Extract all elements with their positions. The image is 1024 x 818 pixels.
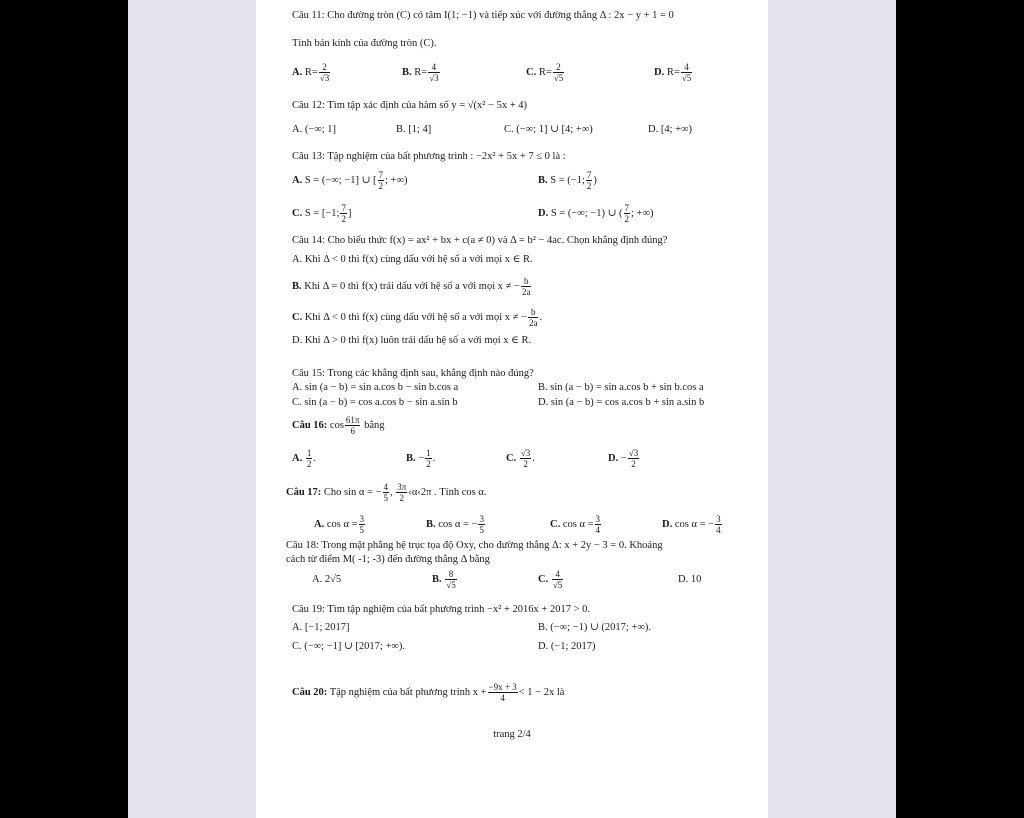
question-17-option-d: D. cos α = − $\frac{3}{4}$ [662, 514, 721, 535]
question-17-option-a: A. cos α = $\frac{3}{5}$ [314, 514, 365, 535]
question-15-option-b: B. sin (a − b) = sin a.cos b + sin b.cos a [538, 382, 704, 393]
page-number: trang 2/4 [493, 729, 531, 740]
question-15-option-c: C. sin (a − b) = cos a.cos b − sin a.sin b [292, 397, 458, 408]
document-page[interactable] [256, 0, 768, 818]
question-17-option-b: B. cos α = − $\frac{3}{5}$ [426, 514, 484, 535]
question-11-subtext: Tính bán kính của đường tròn (C). [292, 38, 437, 49]
question-19-option-a: A. [−1; 2017] [292, 622, 350, 633]
question-20-stem: Câu 20: Tập nghiệm của bất phương trình x + $\frac{-9x + 3}{4}$ < 1 − 2x là [292, 682, 565, 703]
question-18-stem: Câu 18: Trong mặt phẳng hệ trục tọa độ Oxy, cho đường thẳng Δ: x + 2y − 3 = 0. Khoảng [286, 540, 663, 551]
question-11-option-c: C. R= $\frac{2}{√5}$ [526, 62, 564, 83]
question-18-option-a: A. 2√5 [312, 574, 342, 585]
question-14-option-b: B. Khi Δ = 0 thì f(x) trái dấu với hệ số a với mọi x ≠ − $\frac{b}{2a}$ [292, 276, 531, 297]
question-16-option-a: A. $\frac{1}{2}$ . [292, 448, 316, 469]
question-16-option-c: C. $\frac{√3}{2}$ . [506, 448, 535, 469]
question-12-option-a: A. (−∞; 1] [292, 124, 337, 135]
question-13-option-d: D. S = (−∞; −1) ∪ ( $\frac{7}{2}$ ; +∞) [538, 203, 654, 224]
question-18-option-b: B. $\frac{8}{√5}$ [432, 569, 456, 590]
question-18-option-c: C. $\frac{4}{√5}$ [538, 569, 563, 590]
question-12-option-d: D. [4; +∞) [648, 124, 693, 135]
question-11-option-a: A. R= $\frac{2}{√3}$ [292, 62, 330, 83]
question-12-option-b: B. [1; 4] [396, 124, 432, 135]
question-11-stem: Câu 11: Cho đường tròn (C) có tâm I(1; −1) và tiếp xúc với đường thẳng Δ : 2x − y + 1 = 0 [292, 10, 674, 21]
question-17-option-c: C. cos α = $\frac{3}{4}$ [550, 514, 601, 535]
question-18-stem-continued: cách từ điểm M( -1; -3) đến đường thẳng Δ bằng [286, 554, 490, 565]
question-19-option-c: C. (−∞; −1] ∪ [2017; +∞). [292, 641, 405, 652]
question-17-stem: Câu 17: Cho sin α = − $\frac{4}{5}$ , $\frac{3\pi}{2}$ ‹α‹2π . Tính cos α. [286, 482, 487, 503]
question-18-option-d: D. 10 [678, 574, 702, 585]
question-13-option-a: A. S = (−∞; −1] ∪ [ $\frac{7}{2}$ ; +∞) [292, 170, 408, 191]
question-14-stem: Câu 14: Cho biểu thức f(x) = ax² + bx + c(a ≠ 0) và Δ = b² − 4ac. Chọn khẳng định đúng? [292, 235, 668, 246]
question-16-option-d: D. − $\frac{√3}{2}$ [608, 448, 639, 469]
question-11-option-d: D. R= $\frac{4}{√5}$ [654, 62, 692, 83]
question-13-option-c: C. S = [−1; $\frac{7}{2}$ ] [292, 203, 352, 224]
question-14-option-c: C. Khi Δ < 0 thì f(x) cùng dấu với hệ số a với mọi x ≠ − $\frac{b}{2a}$ . [292, 307, 543, 328]
question-19-option-d: D. (−1; 2017) [538, 641, 596, 652]
question-19-stem: Câu 19: Tìm tập nghiệm của bất phương trình −x² + 2016x + 2017 > 0. [292, 604, 591, 615]
question-16-option-b: B. − $\frac{1}{2}$ . [406, 448, 436, 469]
question-13-option-b: B. S = (−1; $\frac{7}{2}$ ) [538, 170, 597, 191]
question-19-option-b: B. (−∞; −1) ∪ (2017; +∞). [538, 622, 651, 633]
question-12-option-c: C. (−∞; 1] ∪ [4; +∞) [504, 124, 593, 135]
question-15-option-d: D. sin (a − b) = cos a.cos b + sin a.sin b [538, 397, 705, 408]
question-14-option-a: A. Khi Δ < 0 thì f(x) cùng dấu với hệ số a với mọi x ∈ R. [292, 254, 533, 265]
question-16-stem: Câu 16: cos $\frac{61\pi}{6}$ bằng [292, 415, 385, 436]
question-14-option-d: D. Khi Δ > 0 thì f(x) luôn trái dấu hệ số a với mọi x ∈ R. [292, 335, 532, 346]
question-12-stem: Câu 12: Tìm tập xác định của hàm số y = √(x² − 5x + 4) [292, 100, 527, 111]
question-15-option-a: A. sin (a − b) = sin a.cos b − sin b.cos a [292, 382, 459, 393]
question-11-option-b: B. R= $\frac{4}{√3}$ [402, 62, 439, 83]
question-13-stem: Câu 13: Tập nghiệm của bất phương trình : −2x² + 5x + 7 ≤ 0 là : [292, 151, 566, 162]
question-15-stem: Câu 15: Trong các khẳng định sau, khẳng định nào đúng? [292, 368, 534, 379]
